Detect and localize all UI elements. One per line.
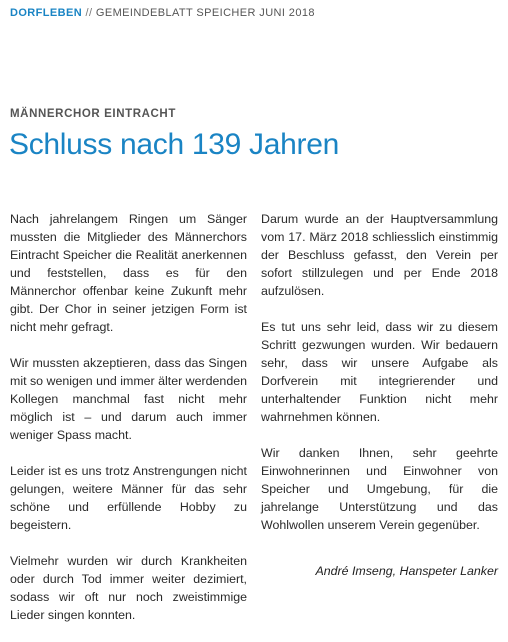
article-headline: Schluss nach 139 Jahren (9, 128, 339, 161)
page-header (10, 7, 315, 19)
paragraph: Es tut uns sehr leid, dass wir zu diesem Schritt gezwungen wurden. Wir bedauern sehr, dass wir unsere Aufgabe als Dorfverein mit integrierender und unterhaltender Funktion nicht mehr wahrnehmen können. (261, 320, 498, 424)
article-column-left (10, 210, 247, 642)
article-column-right (261, 210, 498, 552)
article-kicker: MÄNNERCHOR EINTRACHT (10, 108, 176, 120)
publication-label: GEMEINDEBLATT SPEICHER JUNI 2018 (95, 7, 315, 19)
section-label: DORFLEBEN (10, 7, 83, 19)
paragraph: Wir danken Ihnen, sehr geehrte Einwohnerinnen und Einwohner von Speicher und Umgebung, für die jahrelange Unterstützung und das Wohlwollen unserem Verein gegenüber. (261, 446, 498, 532)
paragraph: Leider ist es uns trotz Anstrengungen nicht gelungen, weitere Männer für das sehr schöne und erfüllende Hobby zu begeistern. (10, 464, 247, 532)
header-separator: // (82, 7, 96, 19)
paragraph: Vielmehr wurden wir durch Krankheiten oder durch Tod immer weiter dezimiert, sodass wir oft nur noch zweistimmige Lieder singen konnten. (10, 554, 247, 622)
paragraph: Darum wurde an der Hauptversammlung vom 17. März 2018 schliesslich einstimmig der Beschluss gefasst, den Verein per sofort stillzulegen und per Ende 2018 aufzulösen. (261, 212, 498, 298)
paragraph: Wir mussten akzeptieren, dass das Singen mit so wenigen und immer älter werdenden Kollegen manchmal fast nicht mehr möglich ist – und darum auch immer weniger Spass macht. (10, 356, 247, 442)
paragraph: Nach jahrelangem Ringen um Sänger mussten die Mitglieder des Männerchors Eintracht Speicher die Realität anerkennen und feststellen, dass es für den Männerchor offenbar keine Zukunft mehr gibt. Der Chor in seiner jetzigen Form ist nicht mehr gefragt. (10, 212, 247, 334)
article-authors: André Imseng, Hanspeter Lanker (315, 564, 498, 578)
